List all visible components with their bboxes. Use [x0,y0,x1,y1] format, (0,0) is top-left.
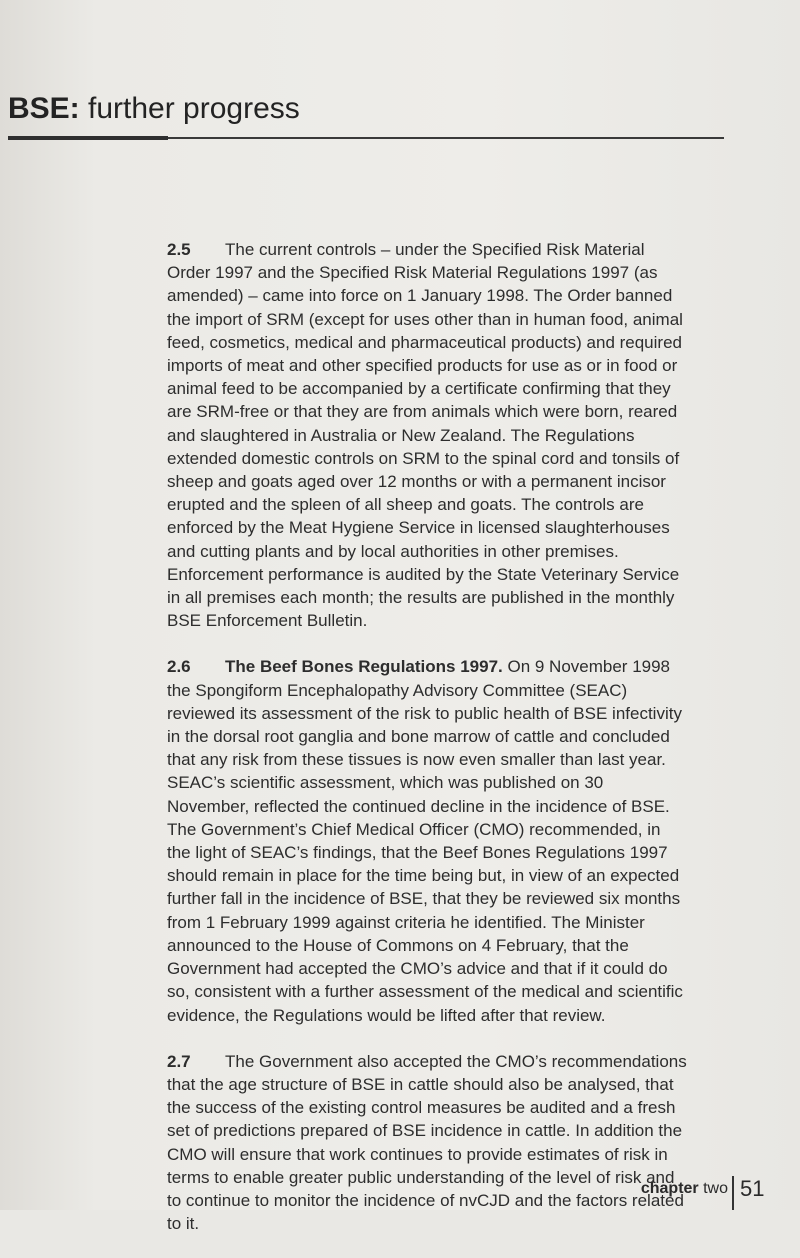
chapter-label [641,1180,728,1198]
paragraph-number: 2.6 [167,657,191,677]
page-number: 51 [740,1176,765,1201]
header-rule-thick [8,136,168,140]
page-header [8,92,788,126]
paragraph-2-7 [167,1050,687,1236]
paragraph-text: The Government also accepted the CMO’s recommendations that the age structure of BSE in cattle should also be analysed, that the success of the existing control measures be audited and a fresh set of predictions prepared of BSE incidence in cattle. In addition the CMO will ensure that work continues to provide estimates of risk in terms to enable greater public understanding of the level of risk and to continue to monitor the incidence of nvCJD and the factors related to it. [167,1051,687,1234]
page-title [8,92,788,126]
paragraph-number: 2.7 [167,1051,191,1071]
page-title-rest: further progress [79,92,300,125]
chapter-label-bold: chapter [640,1180,699,1197]
paragraph-2-5 [167,238,687,632]
paragraph-lead: The Beef Bones Regulations 1997. [225,657,503,677]
header-rule-thin [168,137,724,139]
footer-divider [732,1176,734,1210]
header-rule [8,136,724,140]
paragraph-text: On 9 November 1998 the Spongiform Encephalopathy Advisory Committee (SEAC) reviewed its assessment of the risk to public health of BSE infectivity in the dorsal root ganglia and bone marrow of cattle and concluded that any risk from these tissues is now even smaller than last year. SEAC’s scientific assessment, which was published on 30 November, reflected the continued decline in the incidence of BSE. The Government’s Chief Medical Officer (CMO) recommended, in the light of SEAC’s findings, that the Beef Bones Regulations 1997 should remain in place for the time being but, in view of an expected further fall in the incidence of BSE, that they be reviewed six months from 1 February 1999 against criteria he identified. The Minister announced to the House of Commons on 4 February, that the Government had accepted the CMO’s advice and that if it could do so, consistent with a further assessment of the medical and scientific evidence, the Regulations would be lifted after that review. [167,657,683,1025]
paragraph-number: 2.5 [167,240,191,259]
page-title-bold: BSE: [8,92,80,125]
chapter-label-rest: two [698,1180,728,1197]
body-content [167,238,687,1258]
paragraph-2-6 [167,655,687,1026]
paragraph-text: The current controls – under the Specified Risk Material Order 1997 and the Specified Risk Material Regulations 1997 (as amended) – came into force on 1 January 1998. The Order banned the import of SRM (except for uses other than in human food, animal feed, cosmetics, medical and pharmaceutical products) and required imports of meat and other specified products for use as or in food or animal feed to be accompanied by a certificate confirming that they are SRM-free or that they are from animals which were born, reared and slaughtered in Australia or New Zealand. The Regulations extended domestic controls on SRM to the spinal cord and tonsils of sheep and goats aged over 12 months or with a permanent incisor erupted and the spleen of all sheep and goats. The controls are enforced by the Meat Hygiene Service in licensed slaughterhouses and cutting plants and by local authorities in other premises. Enforcement performance is audited by the State Veterinary Service in all premises each month; the results are published in the monthly BSE Enforcement Bulletin. [167,240,683,631]
page-footer [640,1176,800,1210]
